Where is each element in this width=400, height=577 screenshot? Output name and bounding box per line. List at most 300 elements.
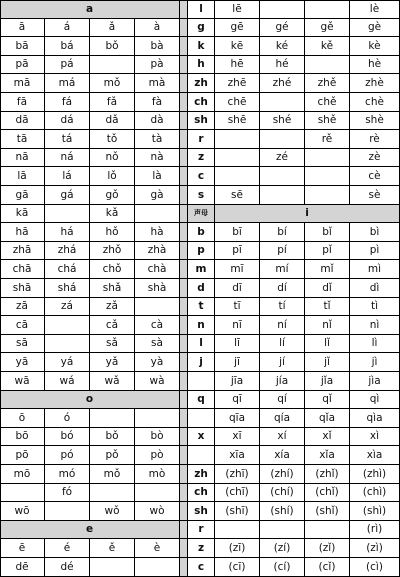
syllable-cell: bì [350,223,400,242]
syllable-cell: dá [45,112,90,131]
syllable-cell: cǎ [90,316,135,335]
separator-cell [180,37,188,56]
syllable-cell: wǒ [90,502,135,521]
syllable-cell: chē [215,93,260,112]
initial-label: c [188,558,215,577]
initial-label: l [188,335,215,354]
syllable-cell: bǐ [305,223,350,242]
syllable-cell [305,149,350,168]
syllable-cell: (zì) [350,539,400,558]
syllable-cell: xì [350,428,400,447]
syllable-cell: dà [135,112,180,131]
syllable-cell: chǒ [90,260,135,279]
syllable-cell: wā [0,372,45,391]
initial-label: zh [188,465,215,484]
syllable-cell [260,521,305,540]
syllable-cell: xī [215,428,260,447]
initial-label: g [188,19,215,38]
syllable-cell: mì [350,260,400,279]
syllable-cell: á [45,19,90,38]
separator-cell [180,335,188,354]
separator-cell [180,521,188,540]
syllable-cell: dī [215,279,260,298]
syllable-cell [90,409,135,428]
initial-label: k [188,37,215,56]
syllable-cell: pǒ [90,446,135,465]
syllable-cell: lí [260,335,305,354]
syllable-cell: lǐ [305,335,350,354]
separator-cell [180,465,188,484]
syllable-cell: chě [305,93,350,112]
syllable-cell: à [135,19,180,38]
syllable-cell: lǒ [90,167,135,186]
syllable-cell: ō [0,409,45,428]
syllable-cell: (zí) [260,539,305,558]
syllable-cell: dí [260,279,305,298]
syllable-cell: (cì) [350,558,400,577]
syllable-cell: yá [45,353,90,372]
separator-cell [180,130,188,149]
initial-label: x [188,428,215,447]
syllable-cell: cè [350,167,400,186]
syllable-cell: gě [305,19,350,38]
initial-label: s [188,186,215,205]
syllable-cell: qī [215,391,260,410]
syllable-cell: ā [0,19,45,38]
separator-cell [180,539,188,558]
syllable-cell: hé [260,56,305,75]
syllable-cell: pǐ [305,242,350,261]
syllable-cell: tí [260,298,305,317]
separator-cell [180,167,188,186]
syllable-cell: kā [0,205,45,224]
initial-label: p [188,242,215,261]
syllable-cell: nā [0,149,45,168]
syllable-cell: gè [350,19,400,38]
initial-label: q [188,391,215,410]
syllable-cell: mǒ [90,74,135,93]
syllable-cell: sē [215,186,260,205]
syllable-cell: lè [350,0,400,19]
syllable-cell: chá [45,260,90,279]
initial-label: z [188,539,215,558]
syllable-cell: tà [135,130,180,149]
syllable-cell: hā [0,223,45,242]
syllable-cell: pā [0,56,45,75]
syllable-cell: zǎ [90,298,135,317]
separator-cell [180,316,188,335]
separator-cell [180,205,188,224]
syllable-cell: (zhī) [215,465,260,484]
syllable-cell: gà [135,186,180,205]
separator-cell [180,391,188,410]
syllable-cell: xǐ [305,428,350,447]
syllable-cell: é [45,539,90,558]
syllable-cell: bǒ [90,428,135,447]
syllable-cell [260,167,305,186]
syllable-cell: dì [350,279,400,298]
syllable-cell [305,521,350,540]
syllable-cell [260,93,305,112]
separator-cell [180,223,188,242]
separator-cell [180,428,188,447]
syllable-cell: (shī) [215,502,260,521]
syllable-cell [305,167,350,186]
syllable-cell: xìa [350,446,400,465]
separator-cell [180,56,188,75]
syllable-cell [0,484,45,503]
syllable-cell: shē [215,112,260,131]
syllable-cell [45,502,90,521]
syllable-cell: yǎ [90,353,135,372]
syllable-cell: hà [135,223,180,242]
syllable-cell [90,558,135,577]
syllable-cell: má [45,74,90,93]
separator-cell [180,502,188,521]
syllable-cell: bí [260,223,305,242]
syllable-cell: (shǐ) [305,502,350,521]
syllable-cell: fà [135,93,180,112]
syllable-cell: qì [350,391,400,410]
syllable-cell: qǐ [305,391,350,410]
syllable-cell: zé [260,149,305,168]
initial-label [188,446,215,465]
syllable-cell: bā [0,37,45,56]
syllable-cell: zhě [305,74,350,93]
syllable-cell: nǐ [305,316,350,335]
initial-label: z [188,149,215,168]
syllable-cell: rè [350,130,400,149]
syllable-cell [215,149,260,168]
syllable-cell: nì [350,316,400,335]
syllable-cell: qǐa [305,409,350,428]
syllable-cell: pò [135,446,180,465]
table-left-border [0,0,1,577]
syllable-cell: tā [0,130,45,149]
syllable-cell: shè [350,112,400,131]
syllable-cell: kè [350,37,400,56]
separator-cell [180,112,188,131]
syllable-cell: tǒ [90,130,135,149]
syllable-cell: jǐa [305,372,350,391]
initial-label: d [188,279,215,298]
syllable-cell: (rì) [350,521,400,540]
syllable-cell [90,56,135,75]
syllable-cell: xīa [215,446,260,465]
syllable-cell: chā [0,260,45,279]
syllable-cell [45,335,90,354]
initial-label: zh [188,74,215,93]
separator-cell [180,149,188,168]
syllable-cell: rě [305,130,350,149]
syllable-cell: qīa [215,409,260,428]
syllable-cell [260,186,305,205]
initial-label: ch [188,93,215,112]
syllable-cell: mó [45,465,90,484]
separator-cell [180,242,188,261]
syllable-cell: sā [0,335,45,354]
separator-cell [180,279,188,298]
syllable-cell: wǎ [90,372,135,391]
syllable-cell: fā [0,93,45,112]
syllable-cell: qìa [350,409,400,428]
syllable-cell: ké [260,37,305,56]
syllable-cell [135,558,180,577]
syllable-cell: fǎ [90,93,135,112]
syllable-cell: há [45,223,90,242]
vowel-group-header: o [0,391,180,410]
separator-cell [180,186,188,205]
syllable-cell: xǐa [305,446,350,465]
syllable-cell: jí [260,353,305,372]
syllable-cell: fó [45,484,90,503]
syllable-cell: pō [0,446,45,465]
syllable-cell: wò [135,502,180,521]
syllable-cell: pà [135,56,180,75]
syllable-cell: nà [135,149,180,168]
syllable-cell: hē [215,56,260,75]
initial-label: l [188,0,215,19]
syllable-cell: wō [0,502,45,521]
syllable-cell: wá [45,372,90,391]
syllable-cell: zhé [260,74,305,93]
syllable-cell: ó [45,409,90,428]
syllable-cell: lì [350,335,400,354]
syllable-cell: bō [0,428,45,447]
syllable-cell: (chì) [350,484,400,503]
separator-cell [180,372,188,391]
initial-label [188,409,215,428]
syllable-cell: zá [45,298,90,317]
syllable-cell: dǎ [90,112,135,131]
separator-cell [180,74,188,93]
syllable-cell: jī [215,353,260,372]
initial-label: b [188,223,215,242]
syllable-cell: jía [260,372,305,391]
syllable-cell: xía [260,446,305,465]
syllable-cell: bī [215,223,260,242]
syllable-cell: qí [260,391,305,410]
syllable-cell [215,521,260,540]
syllable-cell: shé [260,112,305,131]
syllable-cell: lī [215,335,260,354]
syllable-cell: pí [260,242,305,261]
vowel-group-header: i [215,205,400,224]
syllable-cell: (zī) [215,539,260,558]
syllable-cell: (zhí) [260,465,305,484]
syllable-cell: (cī) [215,558,260,577]
syllable-cell: mà [135,74,180,93]
syllable-cell: bó [45,428,90,447]
syllable-cell: gā [0,186,45,205]
syllable-cell: ǎ [90,19,135,38]
syllable-cell: (cǐ) [305,558,350,577]
syllable-cell: lā [0,167,45,186]
table-top-border [0,0,400,1]
syllable-cell: shá [45,279,90,298]
syllable-cell: è [135,539,180,558]
initial-label: t [188,298,215,317]
syllable-cell: qía [260,409,305,428]
syllable-cell: cà [135,316,180,335]
separator-cell [180,558,188,577]
syllable-cell: (shì) [350,502,400,521]
syllable-cell: mǒ [90,465,135,484]
syllable-cell: bà [135,37,180,56]
syllable-cell [305,186,350,205]
syllable-cell: chà [135,260,180,279]
syllable-cell [135,298,180,317]
syllable-cell: (zhǐ) [305,465,350,484]
initial-label: r [188,130,215,149]
initial-label: j [188,353,215,372]
syllable-cell: jǐ [305,353,350,372]
syllable-cell: dǐ [305,279,350,298]
initial-label: n [188,316,215,335]
syllable-cell: bá [45,37,90,56]
syllable-cell: là [135,167,180,186]
syllable-cell [135,409,180,428]
syllable-cell: bò [135,428,180,447]
syllable-cell [215,130,260,149]
syllable-cell: shě [305,112,350,131]
separator-cell [180,484,188,503]
syllable-cell: gǒ [90,186,135,205]
initial-header: 声母 [188,205,215,224]
syllable-cell: (chǐ) [305,484,350,503]
vowel-group-header: a [0,0,180,19]
syllable-cell: sà [135,335,180,354]
initial-label: m [188,260,215,279]
syllable-cell: yà [135,353,180,372]
separator-cell [180,446,188,465]
syllable-cell: shà [135,279,180,298]
syllable-cell: pó [45,446,90,465]
syllable-cell: kě [305,37,350,56]
syllable-cell: lá [45,167,90,186]
syllable-cell: hǒ [90,223,135,242]
syllable-cell: mǐ [305,260,350,279]
initial-label: sh [188,112,215,131]
syllable-cell: lē [215,0,260,19]
syllable-cell: kǎ [90,205,135,224]
syllable-cell: yā [0,353,45,372]
syllable-cell: zhè [350,74,400,93]
syllable-cell: pì [350,242,400,261]
syllable-cell: mī [215,260,260,279]
syllable-cell: jìa [350,372,400,391]
syllable-cell: hè [350,56,400,75]
syllable-cell: dā [0,112,45,131]
initial-label: c [188,167,215,186]
syllable-cell: ná [45,149,90,168]
syllable-cell: shā [0,279,45,298]
syllable-cell: sè [350,186,400,205]
syllable-cell [260,130,305,149]
syllable-cell [135,205,180,224]
syllable-cell: jīa [215,372,260,391]
syllable-cell: kē [215,37,260,56]
syllable-cell: zhē [215,74,260,93]
syllable-cell: dē [0,558,45,577]
syllable-cell: sǎ [90,335,135,354]
syllable-cell [135,484,180,503]
syllable-cell: xí [260,428,305,447]
syllable-cell: nǒ [90,149,135,168]
separator-cell [180,260,188,279]
separator-cell [180,0,188,19]
syllable-cell [215,167,260,186]
syllable-cell: mí [260,260,305,279]
syllable-cell [45,205,90,224]
syllable-cell: (zhì) [350,465,400,484]
syllable-cell: dé [45,558,90,577]
separator-cell [180,409,188,428]
syllable-cell [305,0,350,19]
syllable-cell: tī [215,298,260,317]
syllable-cell: zhā [0,242,45,261]
syllable-cell: (chī) [215,484,260,503]
syllable-cell: zhá [45,242,90,261]
syllable-cell: (cí) [260,558,305,577]
syllable-cell: mò [135,465,180,484]
syllable-cell: ē [0,539,45,558]
syllable-cell: zè [350,149,400,168]
syllable-cell: gá [45,186,90,205]
syllable-cell: gē [215,19,260,38]
syllable-cell: pá [45,56,90,75]
syllable-cell: mō [0,465,45,484]
syllable-cell: fá [45,93,90,112]
syllable-cell: tǐ [305,298,350,317]
syllable-cell: (shí) [260,502,305,521]
syllable-cell: ní [260,316,305,335]
syllable-cell: tì [350,298,400,317]
syllable-cell: pī [215,242,260,261]
syllable-cell: ě [90,539,135,558]
syllable-cell: bǒ [90,37,135,56]
syllable-cell: wà [135,372,180,391]
vowel-group-header: e [0,521,180,540]
initial-label: sh [188,502,215,521]
syllable-cell: mā [0,74,45,93]
syllable-cell: (zǐ) [305,539,350,558]
syllable-cell: shǎ [90,279,135,298]
syllable-cell: gé [260,19,305,38]
syllable-cell: zhà [135,242,180,261]
syllable-cell: tá [45,130,90,149]
separator-cell [180,353,188,372]
initial-label: h [188,56,215,75]
separator-cell [180,298,188,317]
syllable-cell: jì [350,353,400,372]
syllable-cell: nī [215,316,260,335]
syllable-cell: cā [0,316,45,335]
syllable-cell [260,0,305,19]
separator-cell [180,93,188,112]
initial-label: ch [188,484,215,503]
syllable-cell [90,484,135,503]
syllable-cell: chè [350,93,400,112]
syllable-cell [305,56,350,75]
separator-cell [180,19,188,38]
syllable-cell: zhǒ [90,242,135,261]
initial-label [188,372,215,391]
initial-label: r [188,521,215,540]
syllable-cell: zā [0,298,45,317]
syllable-cell: (chí) [260,484,305,503]
syllable-cell [45,316,90,335]
